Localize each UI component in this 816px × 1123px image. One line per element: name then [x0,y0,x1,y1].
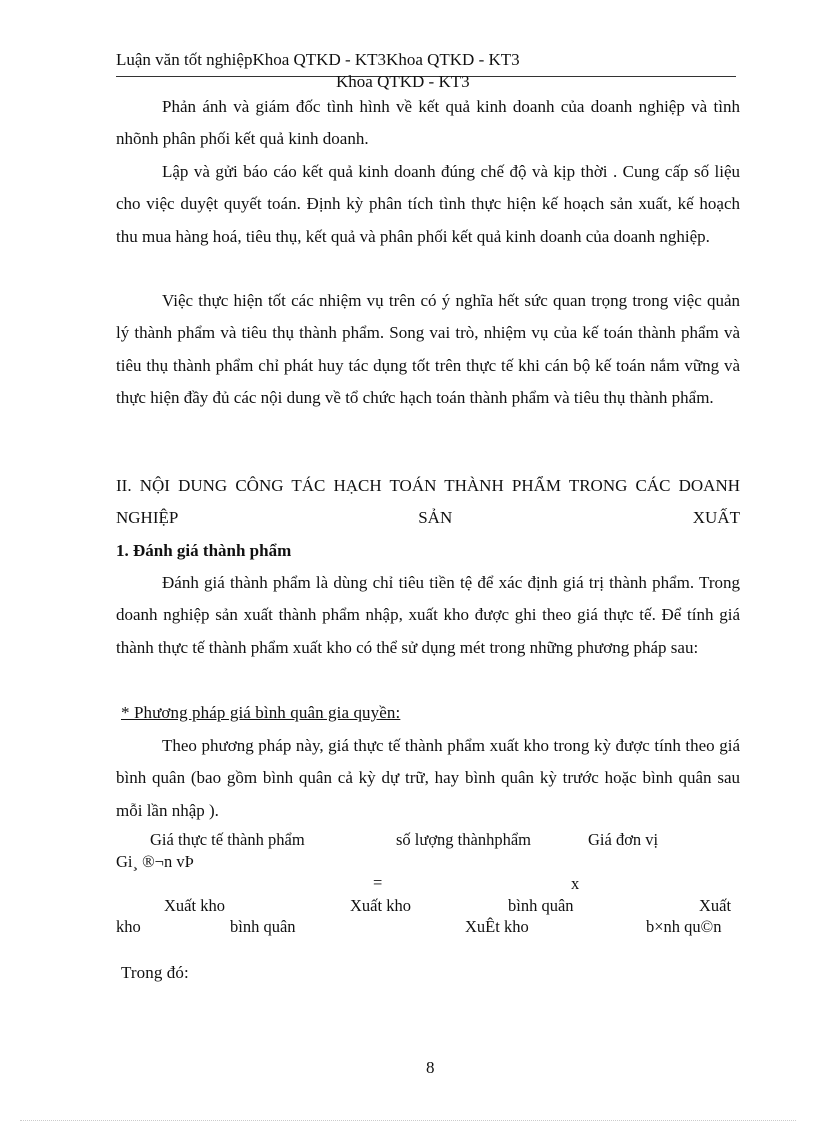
page-bottom-divider [20,1120,796,1121]
formula-times: x [571,874,580,893]
formula-c2: bình quân [230,917,296,936]
formula-c1: kho [116,917,141,936]
page-number: 8 [426,1058,435,1077]
formula-b3: bình quân [508,896,574,915]
formula-equals: = [373,873,383,892]
section-heading: II. NỘI DUNG CÔNG TÁC HẠCH TOÁN THÀNH PHẨM TRONG CÁC DOANH NGHIỆP SẢN XUẤT [116,476,740,527]
formula-c3: XuÊt kho [465,917,529,936]
method-title: * Phương pháp giá bình quân gia quyền: [121,703,401,722]
page-header-overlap: Khoa QTKD - KT3 [336,72,470,91]
page-header: Luận văn tốt nghiệpKhoa QTKD - KT3Khoa QTKD - KT3 [116,50,520,69]
trong-do-label: Trong đó: [121,963,189,982]
subheading: 1. Đánh giá thành phẩm [116,541,292,560]
formula-c4: b×nh qu©n [646,917,722,936]
paragraph-4: Đánh giá thành phẩm là dùng chỉ tiêu tiền tệ để xác định giá trị thành phẩm. Trong doanh nghiệp sản xuất thành phẩm nhập, xuất kho được ghi theo giá thực tế. Để tính giá thành thực tế thành phẩm xuất kho có thể sử dụng mét trong những phương pháp sau: [116,573,740,657]
paragraph-1: Phản ánh và giám đốc tình hình về kết quả kinh doanh của doanh nghiệp và tình nhõnh phân phối kết quả kinh doanh. [116,97,740,149]
paragraph-3: Việc thực hiện tốt các nhiệm vụ trên có ý nghĩa hết sức quan trọng trong việc quản lý thành phẩm và tiêu thụ thành phẩm. Song vai trò, nhiệm vụ của kế toán thành phẩm và tiêu thụ thành phẩm chỉ phát huy tác dụng tốt trên thực tế khi cán bộ kế toán nắm vững và thực hiện đầy đủ các nội dung về tổ chức hạch toán thành phẩm và tiêu thụ thành phẩm. [116,291,740,408]
paragraph-2: Lập và gửi báo cáo kết quả kinh doanh đúng chế độ và kịp thời . Cung cấp số liệu cho việc duyệt quyết toán. Định kỳ phân tích tình thực hiện kế hoạch sản xuất, kế hoạch thu mua hàng hoá, tiêu thụ, kết quả và phân phối kết quả kinh doanh của doanh nghiệp. [116,162,740,246]
paragraph-5: Theo phương pháp này, giá thực tế thành phẩm xuất kho trong kỳ được tính theo giá bình quân (bao gồm bình quân cả kỳ dự trữ, hay bình quân kỳ trước hoặc bình quân sau mỗi lần nhập ). [116,736,740,820]
formula-b2: Xuất kho [350,896,411,915]
formula-garbled-unit: Gi¸ ®¬n vÞ [116,852,194,871]
formula-b1: Xuất kho [164,896,225,915]
formula-label-actual-price: Giá thực tế thành phẩm [150,830,305,849]
formula-b4: Xuất [699,896,732,915]
formula-label-quantity: số lượng thànhphẩm [396,830,531,849]
formula-label-unit-price: Giá đơn vị [588,830,659,849]
